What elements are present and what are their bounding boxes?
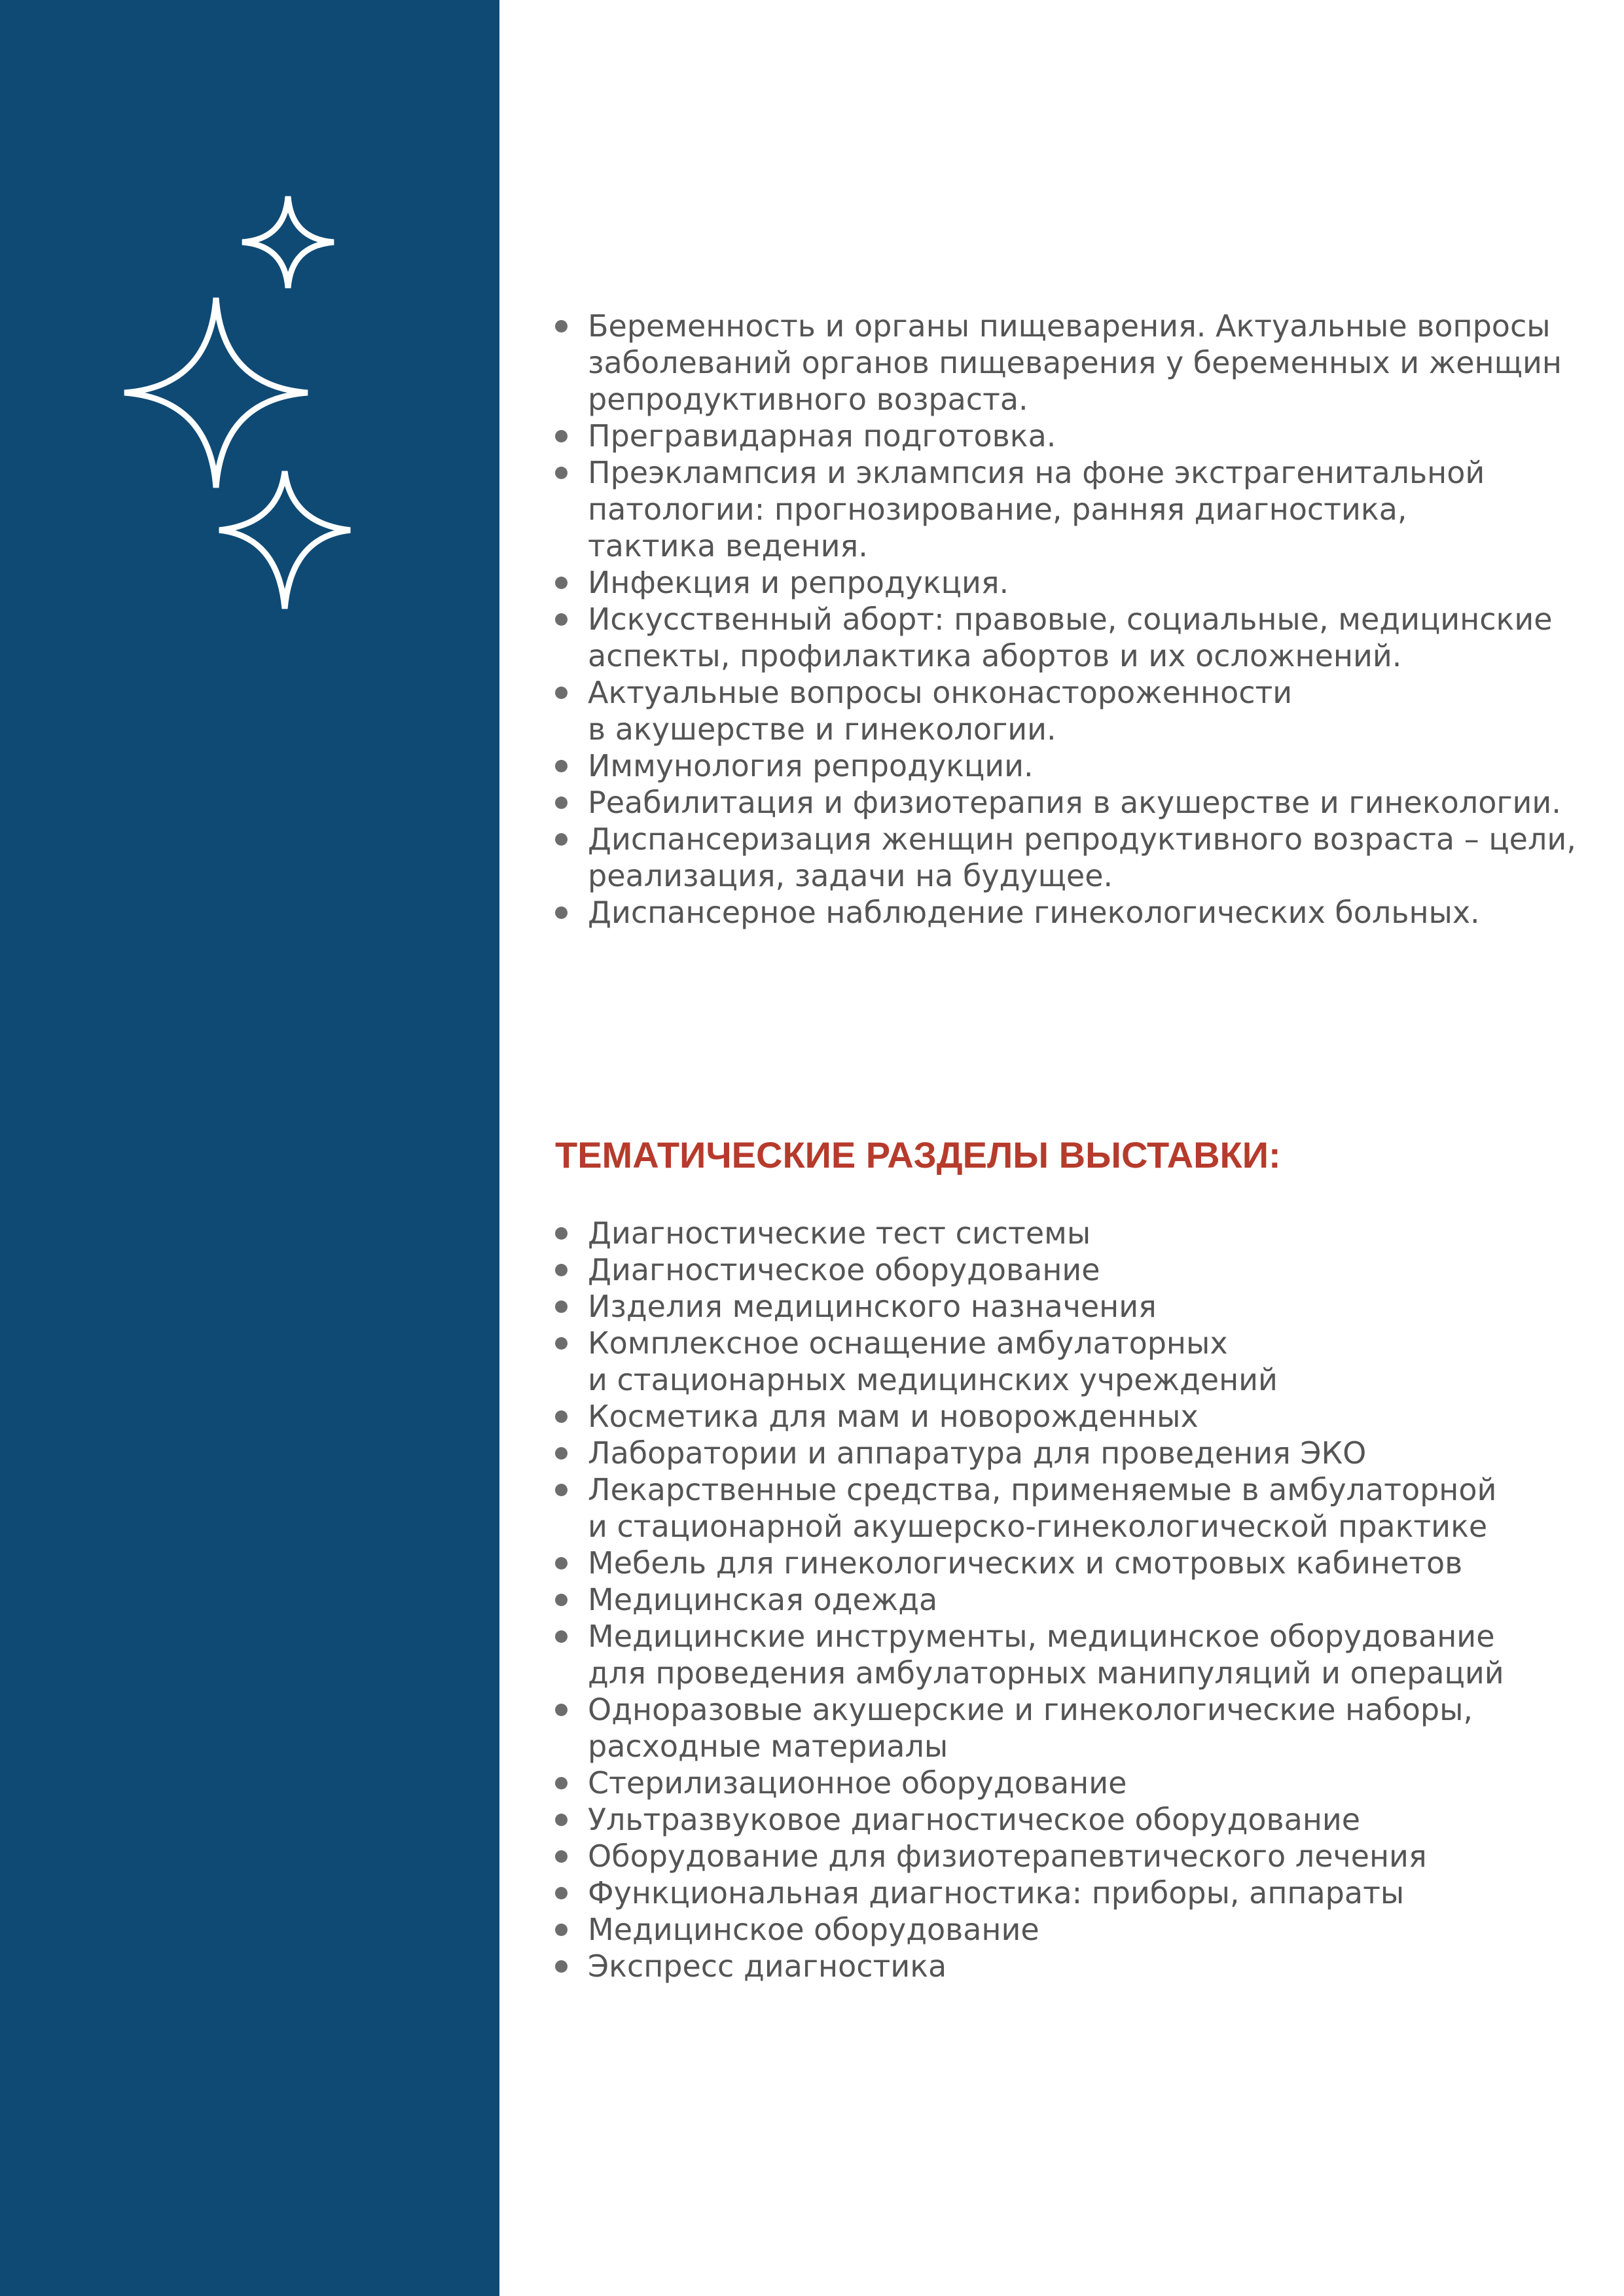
list-item-text: Экспресс диагностика [588,1948,947,1984]
list-item-text: расходные материалы [588,1729,948,1764]
list-item-text: Реабилитация и физиотерапия в акушерстве и гинекологии. [588,785,1561,820]
list-item [555,784,1576,821]
list-item-text: Медицинская одежда [588,1582,938,1617]
list-item [555,1911,1576,1948]
list-item-text: Диагностическое оборудование [588,1252,1100,1287]
list-item-text: Медицинское оборудование [588,1912,1039,1947]
list-item-text: для проведения амбулаторных манипуляций и операций [588,1655,1504,1691]
list-item [555,418,1576,454]
list-item [555,1838,1576,1874]
list-item [555,1874,1576,1911]
list-item [555,308,1576,418]
list-item [555,1251,1576,1288]
decorative-stars [118,190,380,622]
list-item-text: Иммунология репродукции. [588,748,1034,783]
list-item-text: репродуктивного возраста. [588,382,1028,417]
list-item-text: Ультразвуковое диагностическое оборудование [588,1802,1361,1837]
list-item-text: Преэклампсия и эклампсия на фоне экстрагенитальной [588,455,1485,490]
list-item-text: Изделия медицинского назначения [588,1289,1157,1324]
list-item [555,1691,1576,1765]
exhibition-list [555,1215,1576,1984]
list-item-text: тактика ведения. [588,528,868,564]
list-item-text: реализация, задачи на будущее. [588,858,1113,893]
list-item [555,1215,1576,1251]
list-item [555,1435,1576,1471]
list-item-text: Искусственный аборт: правовые, социальные, медицинские [588,601,1553,637]
list-item-text: аспекты, профилактика абортов и их осложнений. [588,638,1402,673]
list-item-text: Диспансерное наблюдение гинекологических больных. [588,895,1480,930]
list-item [555,1948,1576,1984]
list-item-text: Одноразовые акушерские и гинекологические наборы, [588,1692,1473,1727]
list-item-text: Диспансеризация женщин репродуктивного возраста – цели, [588,821,1576,857]
list-item [555,454,1576,564]
list-item [555,1398,1576,1435]
list-item-text: Комплексное оснащение амбулаторных [588,1325,1228,1361]
list-item [555,1618,1576,1691]
list-item-text: заболеваний органов пищеварения у беременных и женщин [588,345,1562,380]
list-item-text: Стерилизационное оборудование [588,1765,1127,1801]
list-item-text: Диагностические тест системы [588,1215,1091,1251]
list-item-text: и стационарной акушерско-гинекологической практике [588,1509,1488,1544]
list-item-text: патологии: прогнозирование, ранняя диагностика, [588,492,1407,527]
list-item-text: Функциональная диагностика: приборы, аппараты [588,1875,1405,1910]
list-item-text: Прегравидарная подготовка. [588,418,1056,454]
list-item [555,674,1576,747]
list-item [555,894,1576,931]
list-item-text: Косметика для мам и новорожденных [588,1399,1199,1434]
exhibition-sections-title: ТЕМАТИЧЕСКИЕ РАЗДЕЛЫ ВЫСТАВКИ: [555,1134,1281,1175]
list-item [555,1765,1576,1801]
list-item-text: Лаборатории и аппаратура для проведения ЭКО [588,1435,1367,1471]
list-item [555,601,1576,674]
list-item-text: Беременность и органы пищеварения. Актуальные вопросы [588,308,1551,344]
list-item [555,821,1576,894]
side-band [0,0,499,2296]
list-item-text: Инфекция и репродукция. [588,565,1009,600]
sparkle-star-icon [124,298,308,488]
list-item [555,1801,1576,1838]
list-item-text: в акушерстве и гинекологии. [588,711,1056,747]
topics-section [555,308,1576,931]
list-item-text: Мебель для гинекологических и смотровых кабинетов [588,1545,1463,1581]
list-item [555,1545,1576,1581]
list-item [555,564,1576,601]
list-item [555,1288,1576,1325]
list-item-text: Актуальные вопросы онконастороженности [588,675,1293,710]
list-item [555,1325,1576,1398]
list-item-text: Лекарственные средства, применяемые в амбулаторной [588,1472,1497,1507]
list-item-text: и стационарных медицинских учреждений [588,1362,1278,1397]
topics-list [555,308,1576,931]
exhibition-section [555,1215,1576,1984]
list-item-text: Медицинские инструменты, медицинское оборудование [588,1619,1495,1654]
list-item [555,1581,1576,1618]
sparkle-star-icon [219,471,350,609]
list-item-text: Оборудование для физиотерапевтического лечения [588,1839,1427,1874]
list-item [555,1471,1576,1545]
sparkle-star-icon [242,196,334,288]
list-item [555,747,1576,784]
